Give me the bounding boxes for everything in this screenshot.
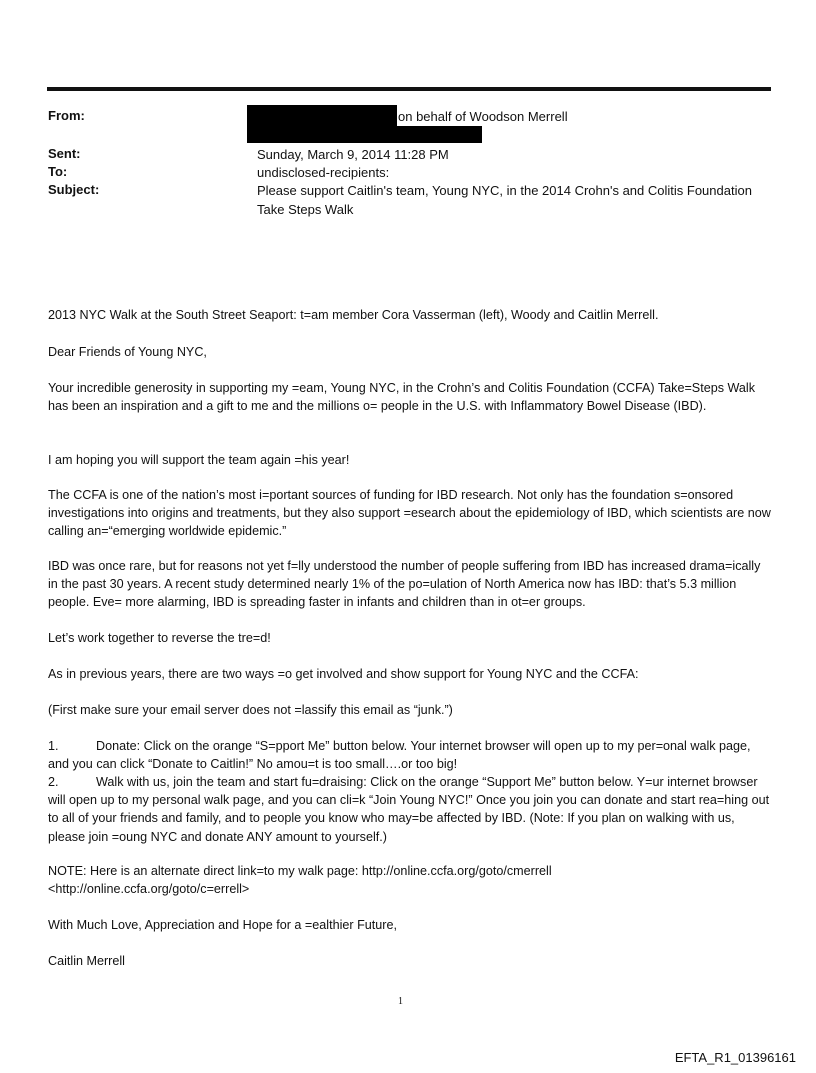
- sent-value: Sunday, March 9, 2014 11:28 PM: [257, 147, 449, 162]
- paragraph-5: Let’s work together to reverse the tre=d!: [48, 631, 271, 645]
- greeting: Dear Friends of Young NYC,: [48, 345, 207, 359]
- photo-caption: 2013 NYC Walk at the South Street Seaport: t=am member Cora Vasserman (left), Woody and Caitlin Merrell.: [48, 308, 659, 322]
- signature: Caitlin Merrell: [48, 954, 125, 968]
- subject-label: Subject:: [48, 182, 100, 197]
- page-number: 1: [398, 996, 403, 1007]
- list-number: 2.: [48, 775, 59, 789]
- from-label: From:: [48, 108, 85, 123]
- list-item-1: [48, 737, 772, 773]
- list-item-2: [48, 773, 772, 846]
- sent-label: Sent:: [48, 146, 81, 161]
- paragraph-1: Your incredible generosity in supporting my =eam, Young NYC, in the Crohn’s and Colitis Foundation (CCFA) Take=Steps Walk has been an inspiration and a gift to me and the millions o= people in the U.S. with Inflammatory Bowel Disease (IBD).: [48, 381, 756, 414]
- header-divider: [47, 87, 771, 91]
- to-label: To:: [48, 164, 68, 179]
- paragraph-3: The CCFA is one of the nation’s most i=portant sources of funding for IBD research. Not only has the foundation s=onsored investigations into origins and treatments, but they also support =esearch about the epidemiology of IBD, which scientists are now calling an=“emerging worldwide epidemic.”: [48, 488, 771, 539]
- redaction-box: [247, 126, 482, 143]
- paragraph-7: (First make sure your email server does not =lassify this email as “junk.”): [48, 703, 453, 717]
- document-id: EFTA_R1_01396161: [674, 1050, 796, 1065]
- from-value: on behalf of Woodson Merrell: [398, 109, 568, 124]
- paragraph-2: I am hoping you will support the team again =his year!: [48, 453, 350, 467]
- list-number: 1.: [48, 739, 59, 753]
- closing: With Much Love, Appreciation and Hope for a =ealthier Future,: [48, 918, 397, 932]
- to-value: undisclosed-recipients:: [257, 165, 390, 180]
- list-text: Walk with us, join the team and start fu=draising: Click on the orange “Support Me” button below. Y=ur internet browser will open up to my personal walk page, and you can cli=k “Join Young NYC!” Once you join you can donate and start rea=hing out to all of your friends and family, and to people you know who may=be affected by IBD. (Note: If you plan on walking with us, please join =oung NYC and donate ANY amount to yourself.): [48, 775, 770, 844]
- subject-line-2: Take Steps Walk: [257, 202, 354, 217]
- list-text: Donate: Click on the orange “S=pport Me” button below. Your internet browser will open up to my per=onal walk page, and you can click “Donate to Caitlin!” No amou=t is too small….or too big!: [48, 739, 751, 772]
- paragraph-6: As in previous years, there are two ways =o get involved and show support for Young NYC and the CCFA:: [48, 667, 639, 681]
- redaction-box: [247, 105, 397, 127]
- subject-line-1: Please support Caitlin's team, Young NYC, in the 2014 Crohn's and Colitis Foundation: [257, 183, 752, 198]
- alternate-link-note: NOTE: Here is an alternate direct link=to my walk page: http://online.ccfa.org/goto/cmerrell <http://online.ccfa.org/goto/c=errell>: [48, 864, 552, 897]
- paragraph-4: IBD was once rare, but for reasons not yet f=lly understood the number of people suffering from IBD has increased drama=ically in the past 30 years. A recent study determined nearly 1% of the po=ulation of North America now has IBD: that’s 5.3 million people. Eve= more alarming, IBD is spreading faster in infants and children than in ot=er groups.: [48, 559, 761, 610]
